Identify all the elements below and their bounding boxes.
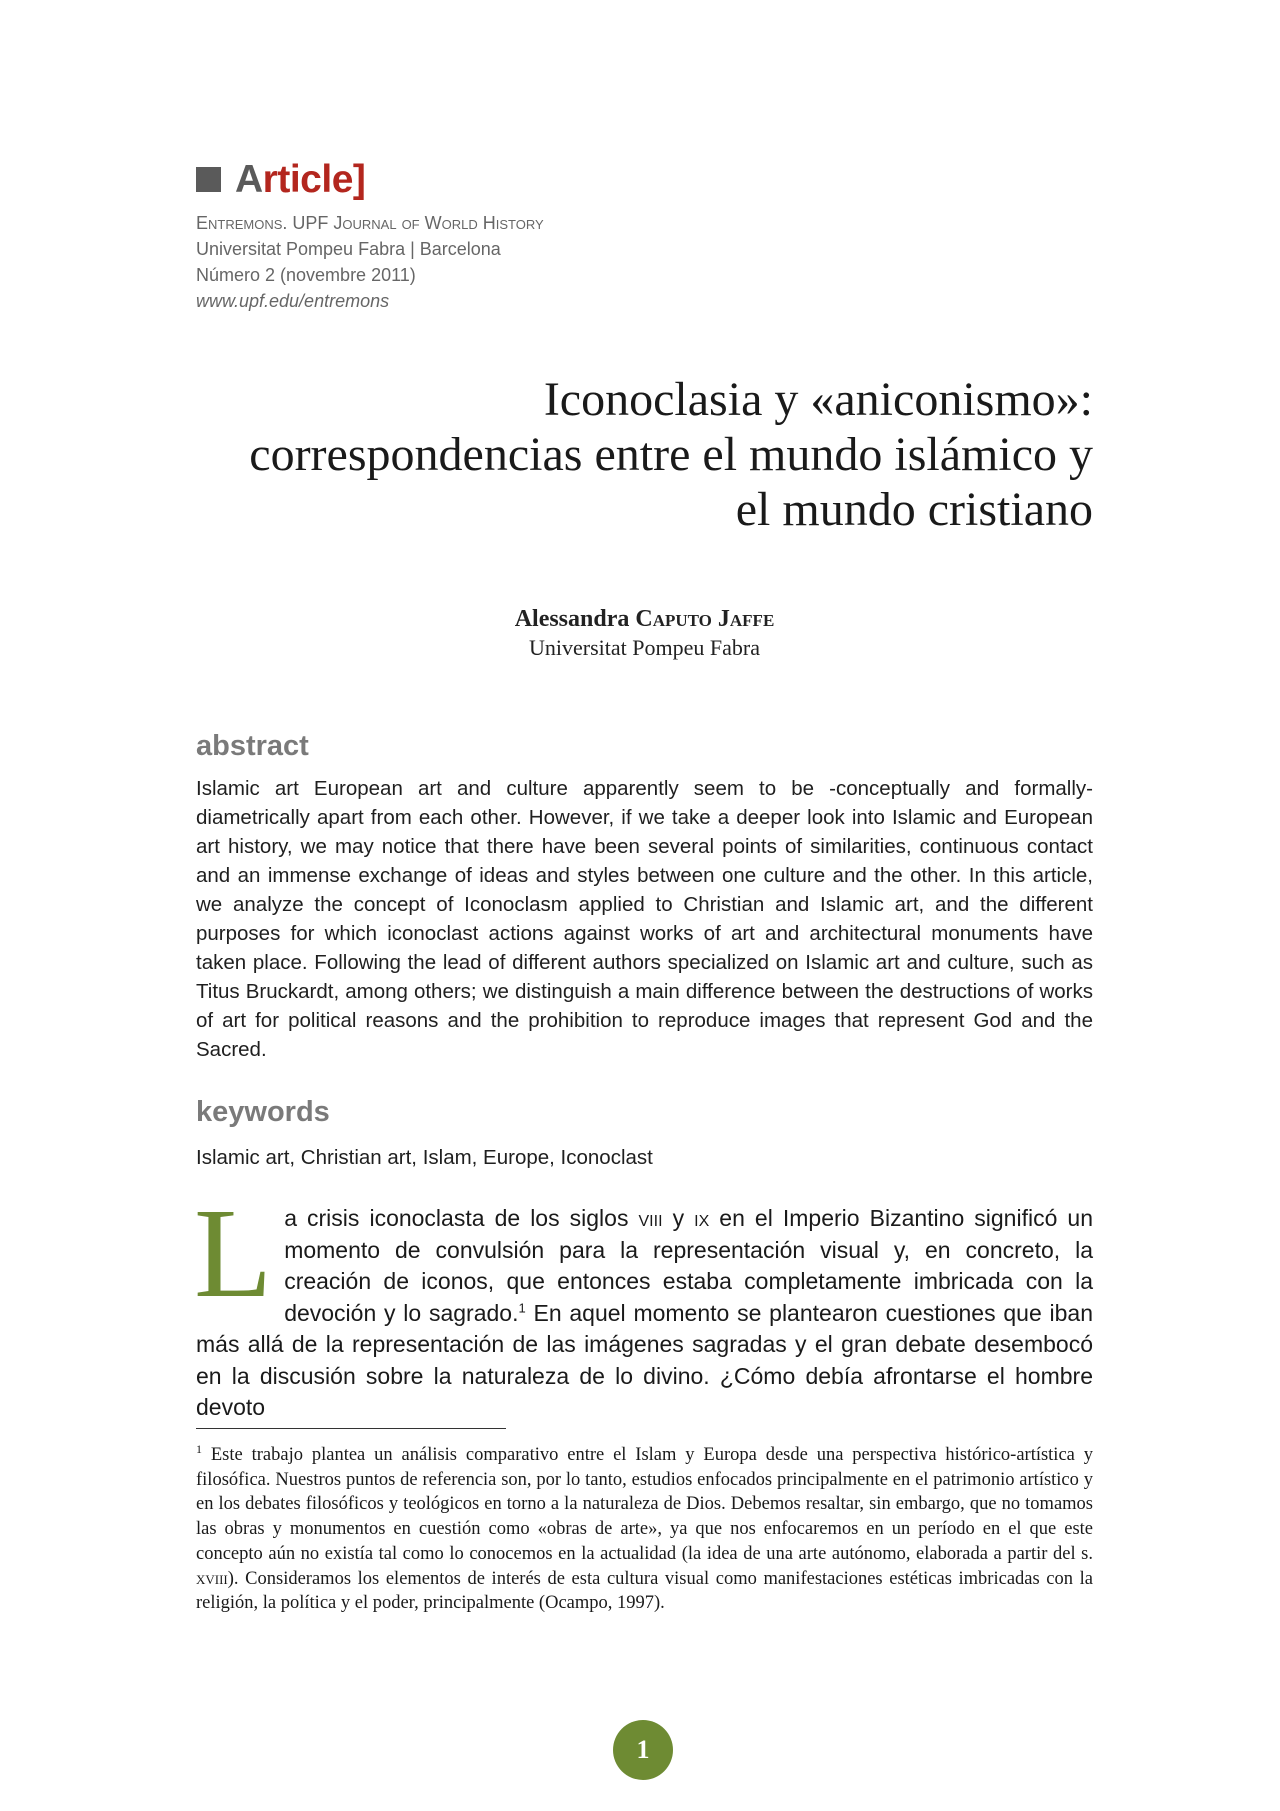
title-line: Iconoclasia y «aniconismo»:	[543, 373, 1093, 426]
century-numeral: viii	[638, 1205, 663, 1231]
dropcap: L	[194, 1182, 273, 1324]
journal-issue: Número 2 (novembre 2011)	[196, 265, 416, 285]
footnote-divider	[196, 1428, 506, 1429]
body-text-part: en el Imperio Bizantino significó un momento de convulsión para la representación visual y, en concreto, la creación de iconos, que entonces estaba completamente imbricada con la devoción y lo sagrado.	[284, 1205, 1094, 1326]
body-text-part: y	[662, 1205, 695, 1231]
article-prefix: A	[235, 158, 263, 201]
title-line: correspondencias entre el mundo islámico y	[249, 428, 1093, 481]
author-last-name: Caputo Jaffe	[635, 606, 775, 632]
body-text-part: a crisis iconoclasta de los siglos	[284, 1205, 639, 1231]
author-affiliation: Universitat Pompeu Fabra	[529, 635, 760, 660]
author-name	[196, 604, 1093, 634]
footnote-marker: 1	[196, 1441, 202, 1456]
keywords-heading: keywords	[196, 1096, 330, 1128]
body-text-part: En aquel momento se plantearon cuestiones que iban más allá de la representación de las imágenes sagradas y el gran debate desembocó en la discusión sobre la naturaleza de lo divino. ¿Cómo debía afrontarse el hombre devoto	[196, 1299, 1093, 1420]
article-label	[196, 160, 365, 199]
abstract-heading: abstract	[196, 730, 309, 762]
keywords-text: Islamic art, Christian art, Islam, Europe, Iconoclast	[196, 1146, 653, 1169]
century-numeral: xviii	[196, 1568, 228, 1589]
abstract-text: Islamic art European art and culture apparently seem to be -conceptually and formally- diametrically apart from each other. However, if we take a deeper look into Islamic and European art history, we may notice that there have been several points of similarities, continuous contact and an immense exchange of ideas and styles between one culture and the other. In this article, we analyze the concept of Iconoclasm applied to Christian and Islamic art, and the different purposes for which iconoclast actions against works of art and architectural monuments have taken place. Following the lead of different authors specialized on Islamic art and culture, such as Titus Bruckardt, among others; we distinguish a main difference between the destructions of works of art for political reasons and the prohibition to reproduce images that represent God and the Sacred.	[196, 777, 1093, 1061]
article-word	[235, 160, 365, 199]
journal-university: Universitat Pompeu Fabra | Barcelona	[196, 239, 501, 259]
footnote-reference[interactable]: 1	[518, 1299, 526, 1315]
page-number: 1	[613, 1720, 673, 1780]
footnote-text: ). Consideramos los elementos de interés de esta cultura visual como manifestaciones estéticas imbricadas con la religión, la política y el poder, principalmente (Ocampo, 1997).	[196, 1568, 1093, 1614]
journal-name: Entremons. UPF Journal of World History	[196, 213, 544, 233]
body-paragraph	[194, 1182, 1094, 1424]
footnote	[196, 1443, 1093, 1616]
footnote-text: Este trabajo plantea un análisis comparativo entre el Islam y Europa desde una perspectiva histórico-artística y filosófica. Nuestros puntos de referencia son, por lo tanto, estudios enfocados principalmente en el patrimonio artístico y en los debates filosóficos y teológicos en torno a la naturaleza de Dios. Debemos resaltar, sin embargo, que no tomamos las obras y monumentos en cuestión como «obras de arte», ya que nos enfocaremos en un período en el que este concepto aún no existía tal como lo conocemos en la actualidad (la idea de una arte autónomo, elaborada a partir del s.	[196, 1445, 1093, 1564]
article-rest: rticle]	[262, 158, 366, 201]
journal-info	[196, 210, 544, 314]
journal-url[interactable]: www.upf.edu/entremons	[196, 291, 390, 311]
author-first-name: Alessandra	[514, 606, 630, 632]
title-line: el mundo cristiano	[735, 483, 1093, 536]
century-numeral: ix	[694, 1205, 710, 1231]
author-block	[196, 604, 1093, 662]
square-bullet-icon	[196, 167, 221, 192]
article-title	[133, 372, 1093, 537]
